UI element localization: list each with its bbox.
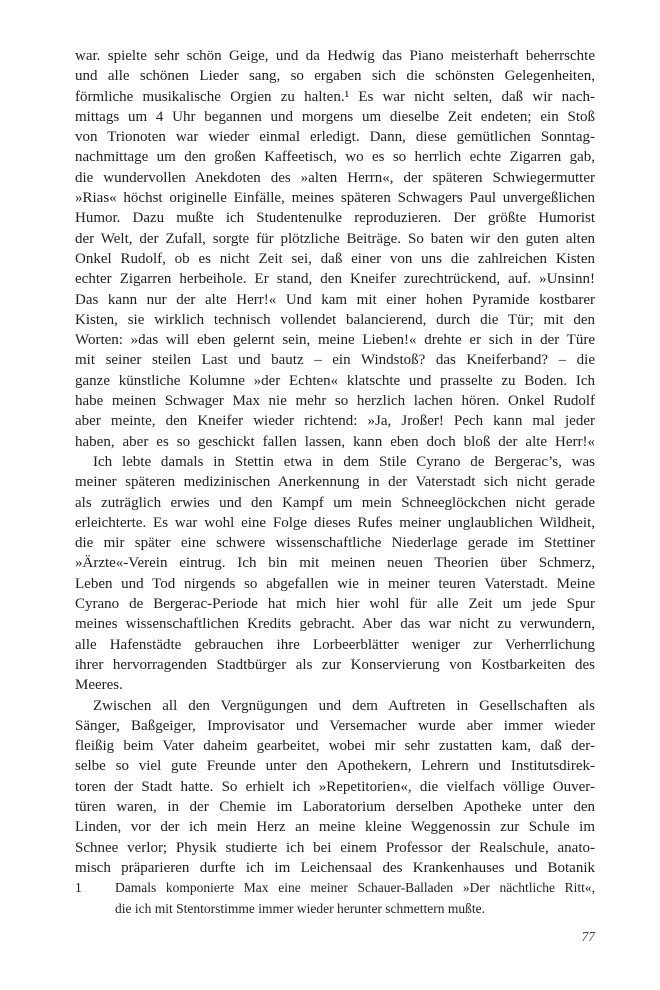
footnote-marker: 1 <box>75 880 82 895</box>
text-line: selbe so viel gute Freunde unter den Apothekern, Lehrern und Institutsdirek- <box>75 758 595 775</box>
text-line: Worten: »das will eben gelernt sein, meine Lieben!« drehte er sich in der Türe <box>75 332 595 349</box>
text-line: »Rias« höchst originelle Einfälle, meines späteren Schwagers Paul unvergeßlichen <box>75 190 595 207</box>
text-line: alle Hafenstädte gebrauchen ihre Lorbeerblätter weniger zur Verherrlichung <box>75 636 595 653</box>
text-line: der Welt, der Zufall, sorgte für plötzliche Beiträge. So baten wir den guten alten <box>75 230 595 247</box>
text-line: Humor. Dazu mußte ich Studentenulke reproduzieren. Der größte Humorist <box>75 210 595 227</box>
footnote-text: die ich mit Stentorstimme immer wieder herunter schmettern mußte. <box>115 900 486 916</box>
footnote-line <box>75 878 595 899</box>
text-line: und alle schönen Lieder sang, so ergaben sich die schönsten Gelegenheiten, <box>75 68 595 85</box>
text-line: förmliche musikalische Orgien zu halten.¹ Es war nicht selten, daß wir nach- <box>75 88 595 105</box>
text-line: ganze künstliche Kolumne »der Echten« klatschte und prasselte zu Boden. Ich <box>75 372 595 389</box>
text-line: fleißig beim Vater daheim gearbeitet, wobei mir sehr zustatten kam, daß der- <box>75 738 595 755</box>
text-line: Sänger, Baßgeiger, Improvisator und Versemacher wurde aber immer wieder <box>75 717 595 734</box>
text-line: haben, aber es so geschickt fallen lassen, kann eben doch bloß der alte Herr!« <box>75 433 595 450</box>
text-line: habe meinen Schwager Max nie mehr so herzlich lachen hören. Onkel Rudolf <box>75 393 595 410</box>
text-line: echter Zigarren herbeihole. Er stand, den Kneifer zurechtrückend, auf. »Unsinn! <box>75 271 595 288</box>
text-line: meines wissenschaftlichen Kredits gebracht. Aber das war nicht zu verwundern, <box>75 616 595 633</box>
text-line: Schnee verlor; Physik studierte ich bei einem Professor der Realschule, anato- <box>75 839 595 856</box>
text-line: mittags um 4 Uhr begannen und morgens um dieselbe Zeit endeten; ein Stoß <box>75 108 595 125</box>
text-line: als zuträglich erwies und den Kampf um mein Schneeglöckchen nicht gerade <box>75 494 595 511</box>
text-line: Das kann nur der alte Herr!« Und kam mit einer hohen Pyramide kostbarer <box>75 291 595 308</box>
text-line: Leben und Tod nirgends so abgefallen wie in meiner teuren Vaterstadt. Meine <box>75 575 595 592</box>
text-line: Meeres. <box>75 677 123 694</box>
page-number: 77 <box>581 929 595 944</box>
text-line: nachmittage um den großen Kaffeetisch, wo es so herrlich echte Zigarren gab, <box>75 149 595 166</box>
text-line: »Ärzte«-Verein eintrug. Ich bin mit meinen neuen Theorien über Schmerz, <box>75 555 595 572</box>
text-line: misch präparieren durfte ich im Leichensaal des Krankenhauses und Botanik <box>75 859 595 876</box>
text-line: Zwischen all den Vergnügungen und dem Auftreten in Gesellschaften als <box>93 697 595 714</box>
text-line: türen waren, in der Chemie im Laboratorium derselben Apotheke unter den <box>75 798 595 815</box>
text-line: meiner späteren medizinischen Anerkennung in der Vaterstadt sich nicht gerade <box>75 474 595 491</box>
text-line: erleichterte. Es war wohl eine Folge dieses Rufes meiner unglaublichen Wildheit, <box>75 514 595 531</box>
text-line: Kisten, sie wirklich technisch vollendet balancierend, durch die Tür; mit den <box>75 311 595 328</box>
text-line: Linden, vor der ich mein Herz an meine kleine Weggenossin zur Schule im <box>75 819 595 836</box>
text-line: mit seiner steilen Last und bautz – ein Windstoß? das Kneiferband? – die <box>75 352 595 369</box>
text-line: war. spielte sehr schön Geige, und da Hedwig das Piano meisterhaft beherrschte <box>75 48 595 64</box>
text-line: aber meinte, den Kneifer wieder richtend: »Ja, Jroßer! Pech kann mal jeder <box>75 413 595 430</box>
text-line: Cyrano de Bergerac-Periode hat mich hier wohl für alle Zeit um jede Spur <box>75 596 595 613</box>
text-line: die mir später eine schwere wissenschaftliche Niederlage gerade im Stettiner <box>75 535 595 552</box>
text-line: Onkel Rudolf, ob es nicht Zeit sei, daß einer von uns die zahlreichen Kisten <box>75 250 595 267</box>
footnote-text: Damals komponierte Max eine meiner Schauer-Balladen »Der nächtliche Ritt«, <box>115 880 595 895</box>
text-line: toren der Stadt hatte. So erhielt ich »Repetitorien«, die vielfach völlige Ouver- <box>75 778 595 795</box>
text-line: Ich lebte damals in Stettin etwa in dem Stile Cyrano de Bergerac’s, was <box>93 453 595 470</box>
footnote-line <box>75 899 595 920</box>
text-line: ihrer hervorragenden Stadtbürger als zur Konservierung von Kostbarkeiten des <box>75 656 595 673</box>
footnote <box>75 878 595 919</box>
text-line: die wundervollen Anekdoten des »alten Herrn«, der späteren Schwiegermutter <box>75 169 595 186</box>
text-line: von Trionoten war wieder einmal erledigt. Dann, diese gemütlichen Sonntag- <box>75 129 595 146</box>
body-text <box>75 46 595 878</box>
